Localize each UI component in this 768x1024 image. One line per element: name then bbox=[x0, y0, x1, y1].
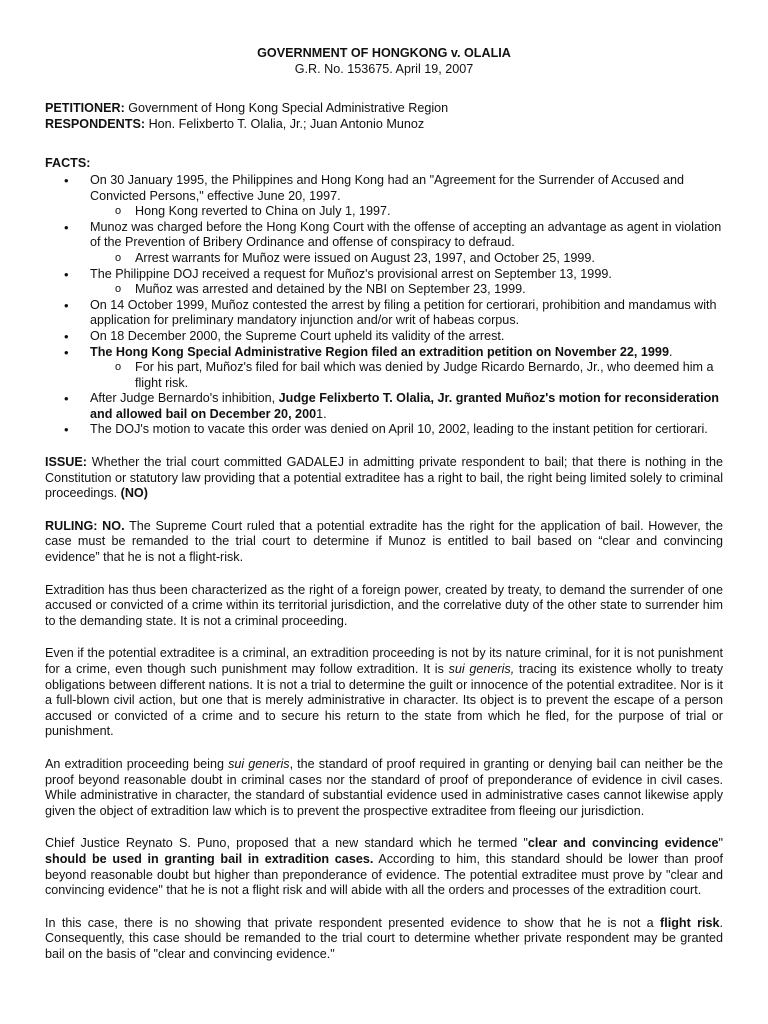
fact-item: • The DOJ's motion to vacate this order was denied on April 10, 2002, leading to the instant petition for certiorari. bbox=[45, 422, 723, 438]
fact-item: • The Hong Kong Special Administrative Region filed an extradition petition on November 22, 1999. o For his part, Muñoz's filed for bail which was denied by Judge Ricardo Bernardo, Jr., who deemed him a flight risk. bbox=[45, 345, 723, 392]
fact-subitem: o Hong Kong reverted to China on July 1, 1997. bbox=[90, 204, 723, 220]
fact-subitem: o Muñoz was arrested and detained by the NBI on September 23, 1999. bbox=[90, 282, 723, 298]
respondents-label: RESPONDENTS: bbox=[45, 116, 146, 131]
issue-answer: (NO) bbox=[120, 486, 148, 501]
issue-paragraph bbox=[45, 455, 723, 502]
extradition-definition-paragraph: Extradition has thus been characterized as the right of a foreign power, created by treaty, to demand the surrender of one accused or convicted of a crime within its territorial jurisdiction, and the correlative duty of the other state to surrender him to the demanding state. It is not a criminal proceeding. bbox=[45, 582, 723, 628]
document-body bbox=[45, 46, 723, 963]
fact-item: • The Philippine DOJ received a request for Muñoz's provisional arrest on September 13, 1999. o Muñoz was arrested and detained by the NBI on September 23, 1999. bbox=[45, 267, 723, 298]
respondents-names: Hon. Felixberto T. Olalia, Jr.; Juan Antonio Munoz bbox=[148, 116, 425, 131]
issue-text: Whether the trial court committed GADALEJ in admitting private respondent to bail; that there is nothing in the Constitution or statutory law providing that a potential extraditee has a right to bail, the right being limited solely to criminal proceedings. bbox=[45, 455, 723, 501]
fact-subitem: o Arrest warrants for Muñoz were issued on August 23, 1997, and October 25, 1999. bbox=[90, 251, 723, 267]
petitioner-name: Government of Hong Kong Special Administrative Region bbox=[128, 101, 449, 116]
fact-item: • On 14 October 1999, Muñoz contested the arrest by filing a petition for certiorari, prohibition and mandamus with application for preliminary mandatory injunction and/or writ of habeas corpus. bbox=[45, 298, 723, 329]
puno-standard-paragraph: Chief Justice Reynato S. Puno, proposed that a new standard which he termed "clear and convincing evidence" should be used in granting bail in extradition cases. According to him, this standard should be lower than proof beyond reasonable doubt but higher than preponderance of evidence. The potential extraditee must prove by "clear and convincing evidence" that he is not a flight risk and will abide with all the orders and processes of the extradition court. bbox=[45, 836, 723, 898]
ruling-label: RULING: NO. bbox=[45, 518, 125, 533]
issue-label: ISSUE: bbox=[45, 455, 87, 470]
fact-sublist bbox=[90, 251, 723, 267]
petitioner-line bbox=[45, 101, 723, 117]
fact-sublist bbox=[90, 204, 723, 220]
sui-generis-paragraph: Even if the potential extraditee is a criminal, an extradition proceeding is not by its nature criminal, for it is not punishment for a crime, even though such punishment may follow extradition. It is sui generis, tracing its existence wholly to treaty obligations between different nations. It is not a trial to determine the guilt or innocence of the potential extraditee. Nor is it a full-blown civil action, but one that is merely administrative in character. Its object is to prevent the escape of a person accused or convicted of a crime and to secure his return to the state from which he fled, for the purpose of trial or punishment. bbox=[45, 646, 723, 739]
fact-item: • On 18 December 2000, the Supreme Court upheld its validity of the arrest. bbox=[45, 329, 723, 345]
petitioner-label: PETITIONER: bbox=[45, 101, 125, 116]
fact-item: • After Judge Bernardo's inhibition, Judge Felixberto T. Olalia, Jr. granted Muñoz's motion for reconsideration and allowed bail on December 20, 2001. bbox=[45, 391, 723, 422]
ruling-paragraph bbox=[45, 519, 723, 566]
case-citation: G.R. No. 153675. April 19, 2007 bbox=[294, 61, 474, 76]
fact-item: • On 30 January 1995, the Philippines and Hong Kong had an "Agreement for the Surrender of Accused and Convicted Persons," effective June 20, 1997. o Hong Kong reverted to China on July 1, 1997. bbox=[45, 173, 723, 220]
fact-sublist bbox=[90, 282, 723, 298]
respondents-line bbox=[45, 117, 723, 133]
facts-list bbox=[45, 173, 723, 438]
fact-sublist bbox=[90, 360, 723, 391]
ruling-text: The Supreme Court ruled that a potential extradite has the right for the application of bail. However, the case must be remanded to the trial court to determine if Munoz is entitled to bail based on “clear and convincing evidence” that he is not a flight-risk. bbox=[45, 518, 723, 565]
case-title: GOVERNMENT OF HONGKONG v. OLALIA bbox=[257, 46, 511, 60]
fact-item: • Munoz was charged before the Hong Kong Court with the offense of accepting an advantage as agent in violation of the Prevention of Bribery Ordinance and offense of conspiracy to defraud. o Arrest warrants for Muñoz were issued on August 23, 1997, and October 25, 1999. bbox=[45, 220, 723, 267]
conclusion-paragraph: In this case, there is no showing that private respondent presented evidence to show that he is not a flight risk. Consequently, this case should be remanded to the trial court to determine whether private respondent may be granted bail on the basis of "clear and convincing evidence." bbox=[45, 915, 723, 961]
fact-subitem: o For his part, Muñoz's filed for bail which was denied by Judge Ricardo Bernardo, Jr., who deemed him a flight risk. bbox=[90, 360, 723, 391]
facts-heading: FACTS: bbox=[45, 156, 91, 171]
standard-of-proof-paragraph: An extradition proceeding being sui generis, the standard of proof required in granting or denying bail can neither be the proof beyond reasonable doubt in criminal cases nor the standard of proof of preponderance of evidence in civil cases. While administrative in character, the standard of substantial evidence used in administrative cases cannot likewise apply given the object of extradition law which is to prevent the prospective extraditee from fleeing our jurisdiction. bbox=[45, 756, 724, 818]
